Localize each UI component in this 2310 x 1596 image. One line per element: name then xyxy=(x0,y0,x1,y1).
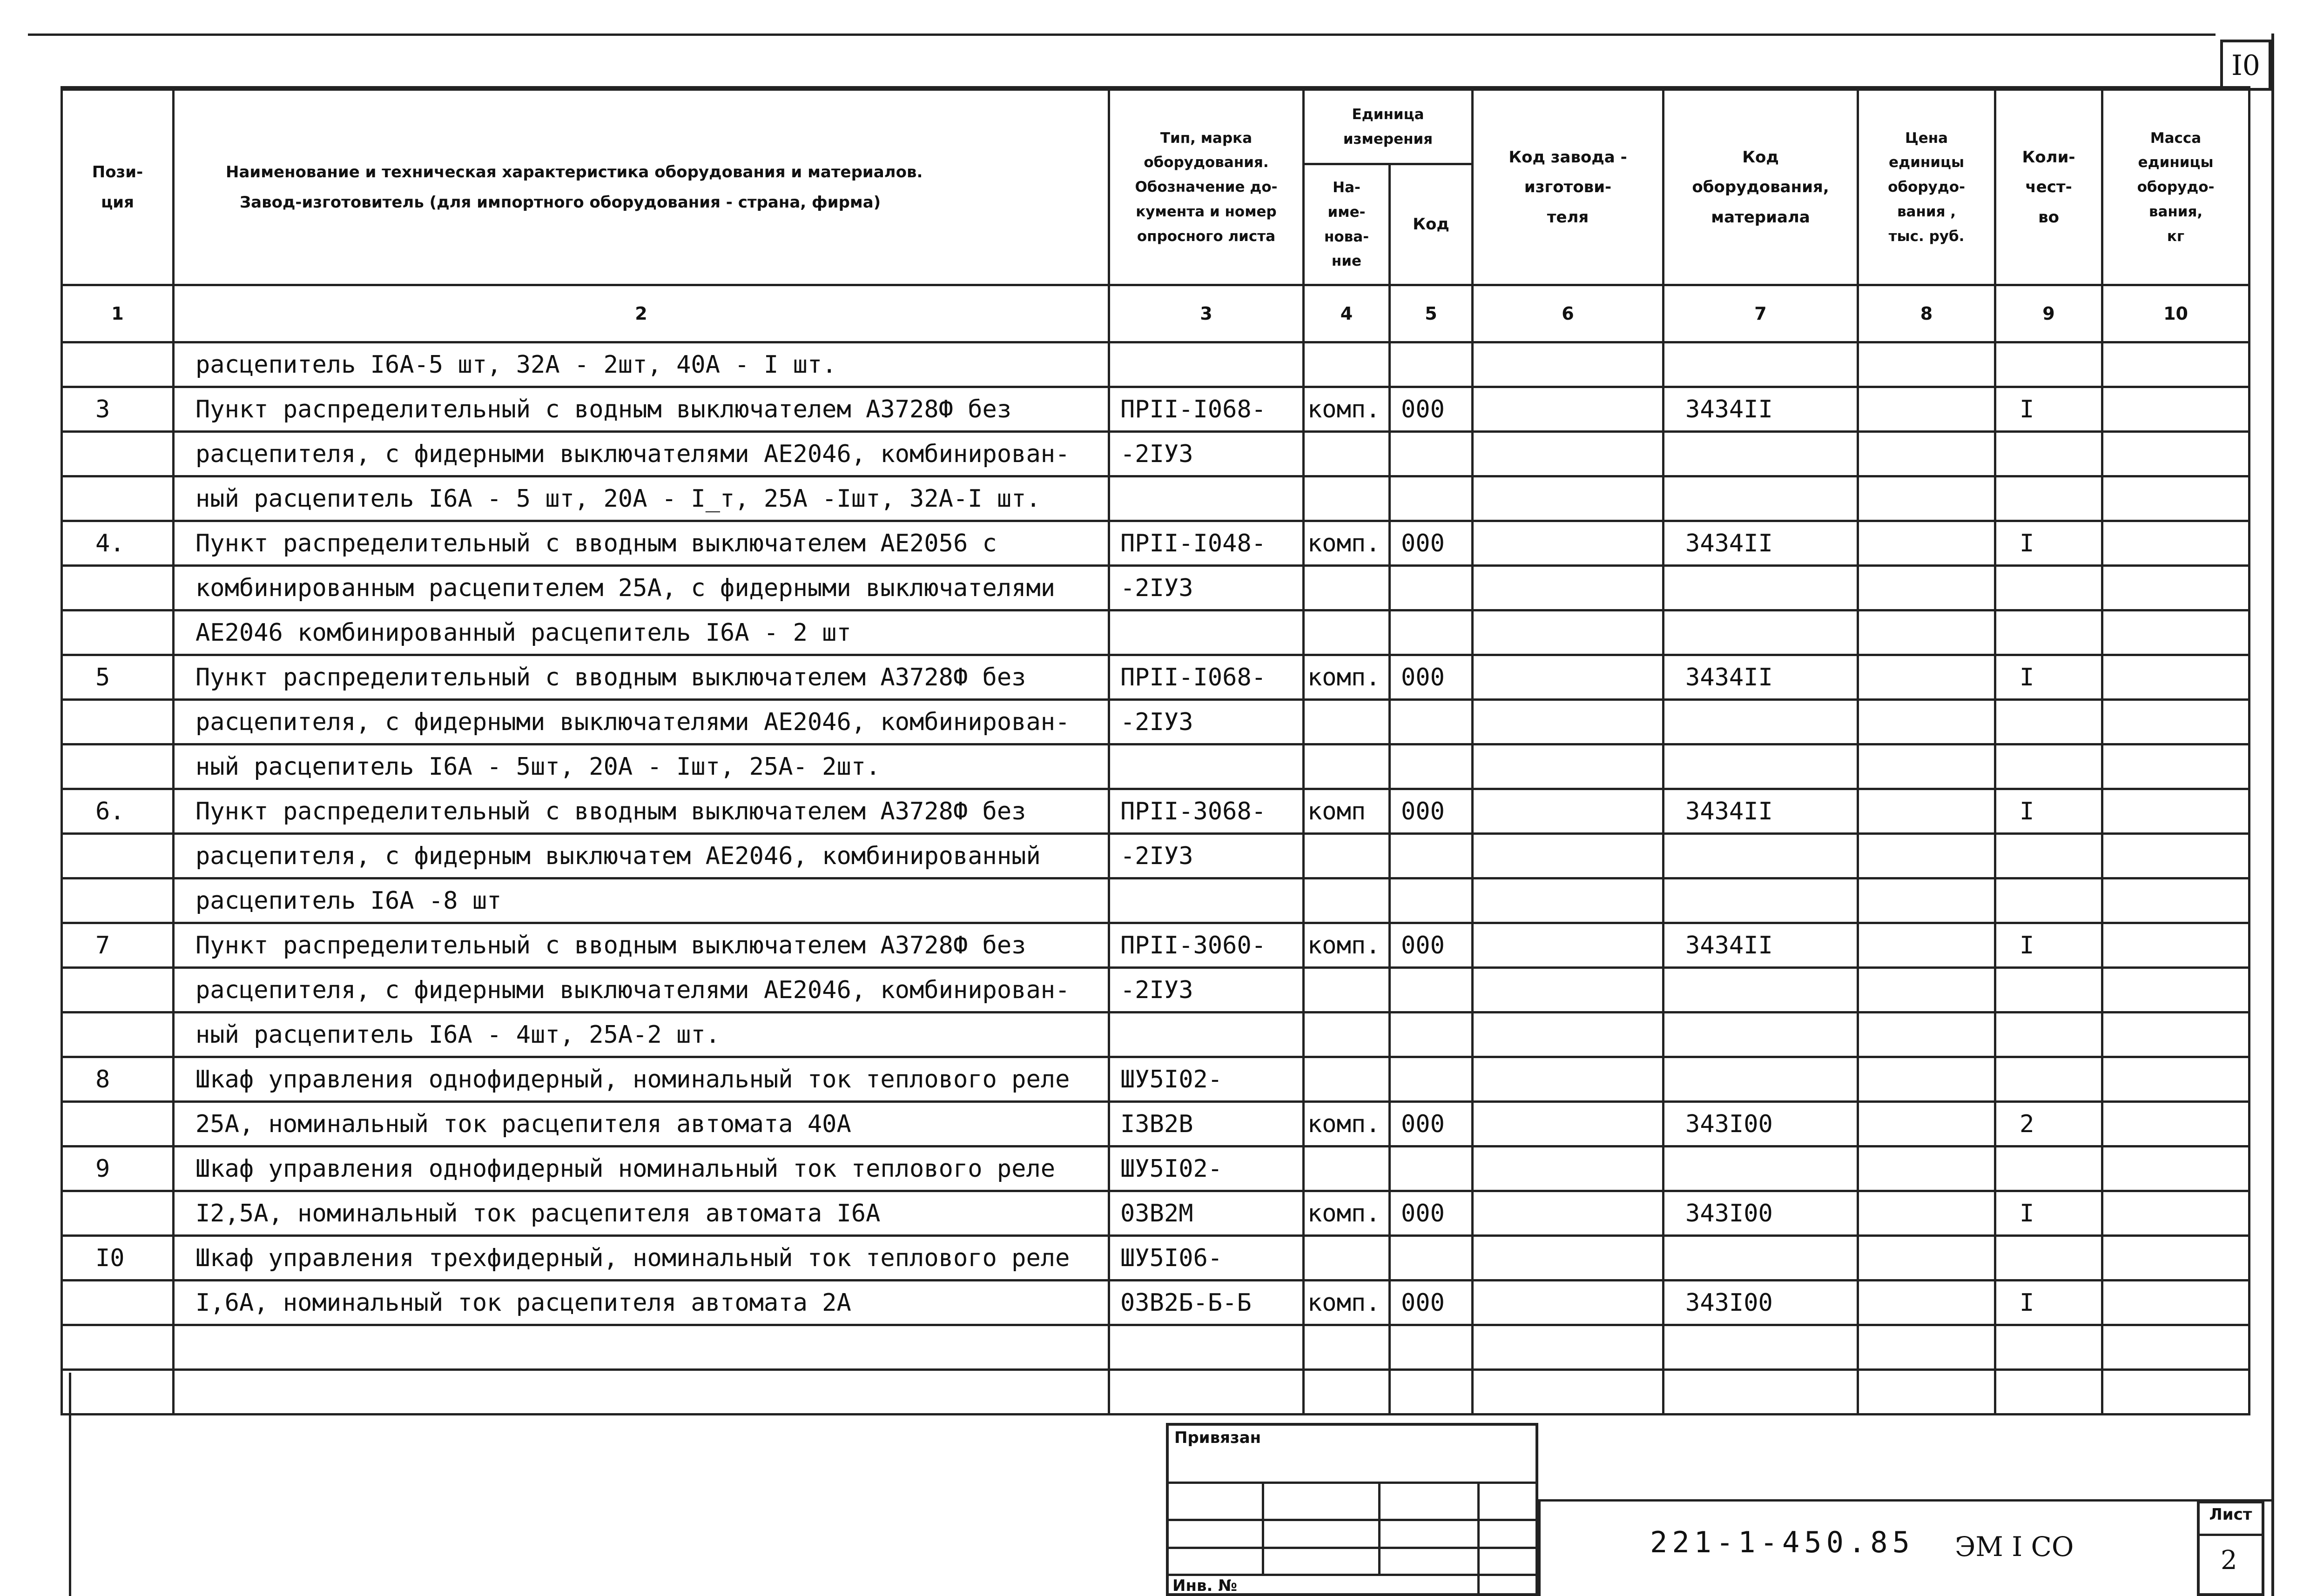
row-unit-code: 000 xyxy=(1390,387,1473,432)
row-quantity xyxy=(1995,342,2102,387)
row-equipment-code: 343I00 xyxy=(1663,1102,1858,1147)
row-position: 7 xyxy=(62,923,174,968)
row-quantity xyxy=(1995,700,2102,744)
row-equipment-code xyxy=(1663,1147,1858,1191)
row-quantity: I xyxy=(1995,1281,2102,1325)
row-unit-name xyxy=(1304,968,1390,1013)
row-factory-code xyxy=(1473,1370,1663,1415)
row-position xyxy=(62,1191,174,1236)
row-name: Пункт распределительный с вводным выключателем А3728Ф без xyxy=(174,655,1109,700)
row-mass xyxy=(2102,834,2249,878)
row-unit-name xyxy=(1304,1370,1390,1415)
row-unit-name xyxy=(1304,1013,1390,1057)
row-equipment-code: 3434II xyxy=(1663,387,1858,432)
row-quantity xyxy=(1995,1057,2102,1102)
row-equipment-code xyxy=(1663,744,1858,789)
table-row xyxy=(62,1013,2249,1057)
header-position: Пози- ция xyxy=(62,90,174,285)
row-price xyxy=(1858,387,1995,432)
stamp-inv: Инв. № xyxy=(1172,1576,1238,1595)
stamp-line xyxy=(1169,1547,1536,1549)
row-unit-name: комп. xyxy=(1304,1191,1390,1236)
row-type-mark: ПРII-I068- xyxy=(1109,387,1304,432)
row-equipment-code xyxy=(1663,476,1858,521)
row-mass xyxy=(2102,342,2249,387)
row-quantity xyxy=(1995,1370,2102,1415)
row-factory-code xyxy=(1473,1325,1663,1370)
table-row xyxy=(62,923,2249,968)
row-price xyxy=(1858,521,1995,566)
row-unit-code xyxy=(1390,744,1473,789)
row-position xyxy=(62,744,174,789)
row-unit-name xyxy=(1304,1147,1390,1191)
row-factory-code xyxy=(1473,923,1663,968)
row-unit-name: комп. xyxy=(1304,923,1390,968)
row-equipment-code xyxy=(1663,566,1858,610)
row-quantity: I xyxy=(1995,923,2102,968)
row-unit-name: комп. xyxy=(1304,1102,1390,1147)
row-name: Шкаф управления однофидерный номинальный ток теплового реле xyxy=(174,1147,1109,1191)
row-type-mark xyxy=(1109,744,1304,789)
row-unit-code xyxy=(1390,610,1473,655)
row-unit-name xyxy=(1304,1236,1390,1281)
row-quantity xyxy=(1995,1013,2102,1057)
row-type-mark: ПРII-I068- xyxy=(1109,655,1304,700)
stamp-line xyxy=(1477,1482,1480,1593)
row-mass xyxy=(2102,566,2249,610)
stamp-line xyxy=(1378,1482,1381,1574)
row-equipment-code: 3434II xyxy=(1663,923,1858,968)
table-row xyxy=(62,387,2249,432)
row-price xyxy=(1858,610,1995,655)
row-equipment-code xyxy=(1663,878,1858,923)
row-mass xyxy=(2102,387,2249,432)
row-equipment-code xyxy=(1663,610,1858,655)
table-row xyxy=(62,610,2249,655)
row-name: ный расцепитель I6А - 5шт, 20А - Iшт, 25А- 2шт. xyxy=(174,744,1109,789)
sheet-number: 2 xyxy=(2221,1545,2237,1576)
stamp-line xyxy=(1262,1482,1264,1574)
row-position: 5 xyxy=(62,655,174,700)
row-name: I,6А, номинальный ток расцепителя автомата 2А xyxy=(174,1281,1109,1325)
table-row xyxy=(62,1325,2249,1370)
row-unit-name xyxy=(1304,566,1390,610)
row-quantity: I xyxy=(1995,655,2102,700)
row-mass xyxy=(2102,521,2249,566)
stamp-line xyxy=(1169,1482,1536,1484)
table-row xyxy=(62,789,2249,834)
row-position: I0 xyxy=(62,1236,174,1281)
header-quantity: Коли- чест- во xyxy=(1995,90,2102,285)
row-factory-code xyxy=(1473,1102,1663,1147)
row-position xyxy=(62,968,174,1013)
sheet-label: Лист xyxy=(2209,1505,2252,1524)
row-price xyxy=(1858,1325,1995,1370)
row-unit-code: 000 xyxy=(1390,1102,1473,1147)
table-row xyxy=(62,566,2249,610)
row-factory-code xyxy=(1473,655,1663,700)
specification-table xyxy=(61,88,2250,1415)
row-unit-name: комп xyxy=(1304,789,1390,834)
row-equipment-code: 3434II xyxy=(1663,521,1858,566)
row-position xyxy=(62,476,174,521)
row-quantity: I xyxy=(1995,789,2102,834)
row-type-mark: 03В2Б-Б-Б xyxy=(1109,1281,1304,1325)
row-factory-code xyxy=(1473,387,1663,432)
row-price xyxy=(1858,700,1995,744)
stamp-line xyxy=(1169,1519,1536,1521)
row-position: 6. xyxy=(62,789,174,834)
header-mass: Масса единицы оборудо- вания, кг xyxy=(2102,90,2249,285)
row-unit-code xyxy=(1390,968,1473,1013)
row-name: расцепителя, с фидерным выключатем АЕ2046, комбинированный xyxy=(174,834,1109,878)
row-name: расцепителя, с фидерными выключателями АЕ2046, комбинирован- xyxy=(174,432,1109,476)
row-unit-code: 000 xyxy=(1390,1191,1473,1236)
row-price xyxy=(1858,968,1995,1013)
row-position xyxy=(62,834,174,878)
row-price xyxy=(1858,432,1995,476)
row-price xyxy=(1858,1281,1995,1325)
row-equipment-code xyxy=(1663,834,1858,878)
binding-stamp xyxy=(1166,1423,1538,1596)
row-name: ный расцепитель I6А - 5 шт, 20А - I_т, 25А -Iшт, 32А-I шт. xyxy=(174,476,1109,521)
row-position: 4. xyxy=(62,521,174,566)
row-quantity: I xyxy=(1995,1191,2102,1236)
sheet-box xyxy=(2197,1501,2264,1596)
row-factory-code xyxy=(1473,432,1663,476)
table-row xyxy=(62,655,2249,700)
row-equipment-code xyxy=(1663,1325,1858,1370)
row-price xyxy=(1858,1236,1995,1281)
table-row xyxy=(62,834,2249,878)
sheet-top-number: I0 xyxy=(2220,40,2271,91)
row-mass xyxy=(2102,700,2249,744)
row-equipment-code xyxy=(1663,1013,1858,1057)
row-price xyxy=(1858,1057,1995,1102)
row-unit-code: 000 xyxy=(1390,521,1473,566)
table-row xyxy=(62,1102,2249,1147)
table-row xyxy=(62,432,2249,476)
row-unit-code xyxy=(1390,566,1473,610)
row-mass xyxy=(2102,923,2249,968)
row-unit-name xyxy=(1304,1325,1390,1370)
row-name: 25А, номинальный ток расцепителя автомата 40А xyxy=(174,1102,1109,1147)
row-unit-code xyxy=(1390,834,1473,878)
row-name: Пункт распределительный с вводным выключателем А3728Ф без xyxy=(174,923,1109,968)
row-equipment-code: 343I00 xyxy=(1663,1281,1858,1325)
row-quantity xyxy=(1995,1147,2102,1191)
row-unit-name xyxy=(1304,834,1390,878)
row-factory-code xyxy=(1473,610,1663,655)
row-factory-code xyxy=(1473,566,1663,610)
table-row xyxy=(62,878,2249,923)
row-factory-code xyxy=(1473,1057,1663,1102)
row-price xyxy=(1858,655,1995,700)
row-price xyxy=(1858,1013,1995,1057)
row-position: 9 xyxy=(62,1147,174,1191)
row-mass xyxy=(2102,1013,2249,1057)
document-mark: ЭМ I СО xyxy=(1955,1531,2074,1562)
row-price xyxy=(1858,1191,1995,1236)
row-type-mark: -2IУ3 xyxy=(1109,432,1304,476)
row-quantity xyxy=(1995,566,2102,610)
row-mass xyxy=(2102,432,2249,476)
row-position xyxy=(62,342,174,387)
row-name: I2,5А, номинальный ток расцепителя автомата I6А xyxy=(174,1191,1109,1236)
row-unit-name xyxy=(1304,342,1390,387)
row-unit-code xyxy=(1390,1147,1473,1191)
row-price xyxy=(1858,476,1995,521)
row-type-mark: -2IУ3 xyxy=(1109,566,1304,610)
header-name: Наименование и техническая характеристика оборудования и материалов. Завод-изготовитель (для импортного оборудования - страна, фирма) xyxy=(174,90,1109,285)
row-quantity xyxy=(1995,834,2102,878)
row-price xyxy=(1858,1102,1995,1147)
row-quantity xyxy=(1995,1236,2102,1281)
row-price xyxy=(1858,1370,1995,1415)
row-equipment-code xyxy=(1663,1057,1858,1102)
row-price xyxy=(1858,566,1995,610)
row-type-mark: -2IУ3 xyxy=(1109,834,1304,878)
row-price xyxy=(1858,342,1995,387)
row-factory-code xyxy=(1473,968,1663,1013)
row-unit-code: 000 xyxy=(1390,789,1473,834)
stamp-line xyxy=(1169,1574,1536,1576)
row-position xyxy=(62,700,174,744)
row-unit-name xyxy=(1304,610,1390,655)
row-quantity: 2 xyxy=(1995,1102,2102,1147)
row-price xyxy=(1858,923,1995,968)
table-row xyxy=(62,968,2249,1013)
document-code: 221-1-450.85 xyxy=(1650,1525,1914,1559)
row-type-mark: ПРII-3060- xyxy=(1109,923,1304,968)
row-mass xyxy=(2102,1057,2249,1102)
row-type-mark xyxy=(1109,878,1304,923)
row-equipment-code xyxy=(1663,968,1858,1013)
row-quantity xyxy=(1995,744,2102,789)
row-price xyxy=(1858,878,1995,923)
row-type-mark: -2IУ3 xyxy=(1109,700,1304,744)
row-name: Шкаф управления трехфидерный, номинальный ток теплового реле xyxy=(174,1236,1109,1281)
row-price xyxy=(1858,834,1995,878)
title-block-line xyxy=(1538,1499,2271,1502)
row-unit-code: 000 xyxy=(1390,655,1473,700)
row-unit-name xyxy=(1304,476,1390,521)
row-equipment-code: 3434II xyxy=(1663,655,1858,700)
row-equipment-code xyxy=(1663,432,1858,476)
table-row xyxy=(62,1057,2249,1102)
table-row xyxy=(62,1370,2249,1415)
row-equipment-code xyxy=(1663,1370,1858,1415)
row-mass xyxy=(2102,476,2249,521)
row-unit-code: 000 xyxy=(1390,1281,1473,1325)
row-unit-name xyxy=(1304,744,1390,789)
row-quantity xyxy=(1995,878,2102,923)
row-position: 8 xyxy=(62,1057,174,1102)
header-type: Тип, марка оборудования. Обозначение до- кумента и номер опросного листа xyxy=(1109,90,1304,285)
row-type-mark xyxy=(1109,610,1304,655)
row-factory-code xyxy=(1473,834,1663,878)
row-unit-code xyxy=(1390,1325,1473,1370)
row-position xyxy=(62,432,174,476)
row-unit-name: комп. xyxy=(1304,521,1390,566)
row-unit-code xyxy=(1390,342,1473,387)
row-unit-name: комп. xyxy=(1304,1281,1390,1325)
row-type-mark xyxy=(1109,342,1304,387)
row-factory-code xyxy=(1473,878,1663,923)
row-equipment-code: 343I00 xyxy=(1663,1191,1858,1236)
row-position: 3 xyxy=(62,387,174,432)
row-unit-code xyxy=(1390,1013,1473,1057)
row-mass xyxy=(2102,1102,2249,1147)
table-row xyxy=(62,342,2249,387)
row-type-mark: ПРII-3068- xyxy=(1109,789,1304,834)
row-factory-code xyxy=(1473,1281,1663,1325)
row-name: расцепитель I6А -8 шт xyxy=(174,878,1109,923)
row-type-mark: ПРII-I048- xyxy=(1109,521,1304,566)
title-block-line xyxy=(1538,1499,1541,1596)
row-unit-code xyxy=(1390,432,1473,476)
row-mass xyxy=(2102,878,2249,923)
row-factory-code xyxy=(1473,476,1663,521)
row-mass xyxy=(2102,1370,2249,1415)
sheet-box-line xyxy=(2200,1534,2262,1536)
top-border-line xyxy=(28,34,2216,36)
table-row xyxy=(62,700,2249,744)
row-name: АЕ2046 комбинированный расцепитель I6А - 2 шт xyxy=(174,610,1109,655)
row-name: расцепитель I6А-5 шт, 32А - 2шт, 40А - I шт. xyxy=(174,342,1109,387)
row-unit-code xyxy=(1390,700,1473,744)
row-factory-code xyxy=(1473,521,1663,566)
row-name: ный расцепитель I6А - 4шт, 25А-2 шт. xyxy=(174,1013,1109,1057)
row-position xyxy=(62,1370,174,1415)
stamp-privyazan: Привязан xyxy=(1174,1428,1261,1447)
row-quantity: I xyxy=(1995,387,2102,432)
row-unit-code xyxy=(1390,1057,1473,1102)
row-quantity: I xyxy=(1995,521,2102,566)
row-mass xyxy=(2102,1191,2249,1236)
row-unit-code xyxy=(1390,878,1473,923)
row-unit-code xyxy=(1390,1370,1473,1415)
table-row xyxy=(62,521,2249,566)
row-position xyxy=(62,566,174,610)
table-row xyxy=(62,1191,2249,1236)
row-quantity xyxy=(1995,610,2102,655)
header-factory-code: Код завода - изготови- теля xyxy=(1473,90,1663,285)
row-mass xyxy=(2102,1325,2249,1370)
row-quantity xyxy=(1995,968,2102,1013)
row-factory-code xyxy=(1473,1236,1663,1281)
row-name: Пункт распределительный с водным выключателем А3728Ф без xyxy=(174,387,1109,432)
header-unit-code: Код xyxy=(1390,164,1473,285)
header-equipment-code: Код оборудования, материала xyxy=(1663,90,1858,285)
row-position xyxy=(62,610,174,655)
row-name: расцепителя, с фидерными выключателями АЕ2046, комбинирован- xyxy=(174,968,1109,1013)
row-type-mark: ШУ5I06- xyxy=(1109,1236,1304,1281)
row-factory-code xyxy=(1473,1191,1663,1236)
row-name: комбинированным расцепителем 25А, с фидерными выключателями xyxy=(174,566,1109,610)
row-price xyxy=(1858,1147,1995,1191)
row-mass xyxy=(2102,1281,2249,1325)
row-position xyxy=(62,878,174,923)
row-price xyxy=(1858,744,1995,789)
row-type-mark: -2IУ3 xyxy=(1109,968,1304,1013)
row-type-mark: ШУ5I02- xyxy=(1109,1147,1304,1191)
row-factory-code xyxy=(1473,700,1663,744)
row-unit-name xyxy=(1304,1057,1390,1102)
table-row xyxy=(62,1236,2249,1281)
row-quantity xyxy=(1995,476,2102,521)
row-type-mark: 03В2М xyxy=(1109,1191,1304,1236)
header-price: Цена единицы оборудо- вания , тыс. руб. xyxy=(1858,90,1995,285)
row-name: Шкаф управления однофидерный, номинальный ток теплового реле xyxy=(174,1057,1109,1102)
column-numbers-row: 1 2 3 4 5 6 7 8 9 10 xyxy=(62,285,2249,342)
row-factory-code xyxy=(1473,342,1663,387)
row-unit-code xyxy=(1390,1236,1473,1281)
row-mass xyxy=(2102,655,2249,700)
row-type-mark xyxy=(1109,1325,1304,1370)
table-row xyxy=(62,476,2249,521)
header-unit-name: На- име- нова- ние xyxy=(1304,164,1390,285)
row-quantity xyxy=(1995,432,2102,476)
row-position xyxy=(62,1102,174,1147)
right-frame-line xyxy=(2271,34,2274,1596)
row-factory-code xyxy=(1473,1147,1663,1191)
row-unit-code xyxy=(1390,476,1473,521)
row-name: расцепителя, с фидерными выключателями АЕ2046, комбинирован- xyxy=(174,700,1109,744)
row-mass xyxy=(2102,610,2249,655)
row-mass xyxy=(2102,968,2249,1013)
row-equipment-code xyxy=(1663,700,1858,744)
row-factory-code xyxy=(1473,744,1663,789)
row-unit-name xyxy=(1304,878,1390,923)
table-row xyxy=(62,744,2249,789)
row-mass xyxy=(2102,1147,2249,1191)
row-position xyxy=(62,1281,174,1325)
row-factory-code xyxy=(1473,1013,1663,1057)
row-type-mark xyxy=(1109,1013,1304,1057)
row-name xyxy=(174,1325,1109,1370)
row-quantity xyxy=(1995,1325,2102,1370)
row-type-mark xyxy=(1109,476,1304,521)
row-type-mark xyxy=(1109,1370,1304,1415)
row-name xyxy=(174,1370,1109,1415)
row-unit-name xyxy=(1304,432,1390,476)
row-unit-name: комп. xyxy=(1304,655,1390,700)
row-equipment-code xyxy=(1663,342,1858,387)
header-unit-group: Единица измерения xyxy=(1304,90,1473,164)
row-mass xyxy=(2102,744,2249,789)
row-equipment-code: 3434II xyxy=(1663,789,1858,834)
row-mass xyxy=(2102,789,2249,834)
row-type-mark: ШУ5I02- xyxy=(1109,1057,1304,1102)
row-position xyxy=(62,1013,174,1057)
row-type-mark: I3В2В xyxy=(1109,1102,1304,1147)
row-mass xyxy=(2102,1236,2249,1281)
row-unit-name xyxy=(1304,700,1390,744)
row-position xyxy=(62,1325,174,1370)
row-factory-code xyxy=(1473,789,1663,834)
row-unit-name: комп. xyxy=(1304,387,1390,432)
table-row xyxy=(62,1147,2249,1191)
row-name: Пункт распределительный с вводным выключателем АЕ2056 с xyxy=(174,521,1109,566)
row-name: Пункт распределительный с вводным выключателем А3728Ф без xyxy=(174,789,1109,834)
row-unit-code: 000 xyxy=(1390,923,1473,968)
row-equipment-code xyxy=(1663,1236,1858,1281)
row-price xyxy=(1858,789,1995,834)
table-row xyxy=(62,1281,2249,1325)
